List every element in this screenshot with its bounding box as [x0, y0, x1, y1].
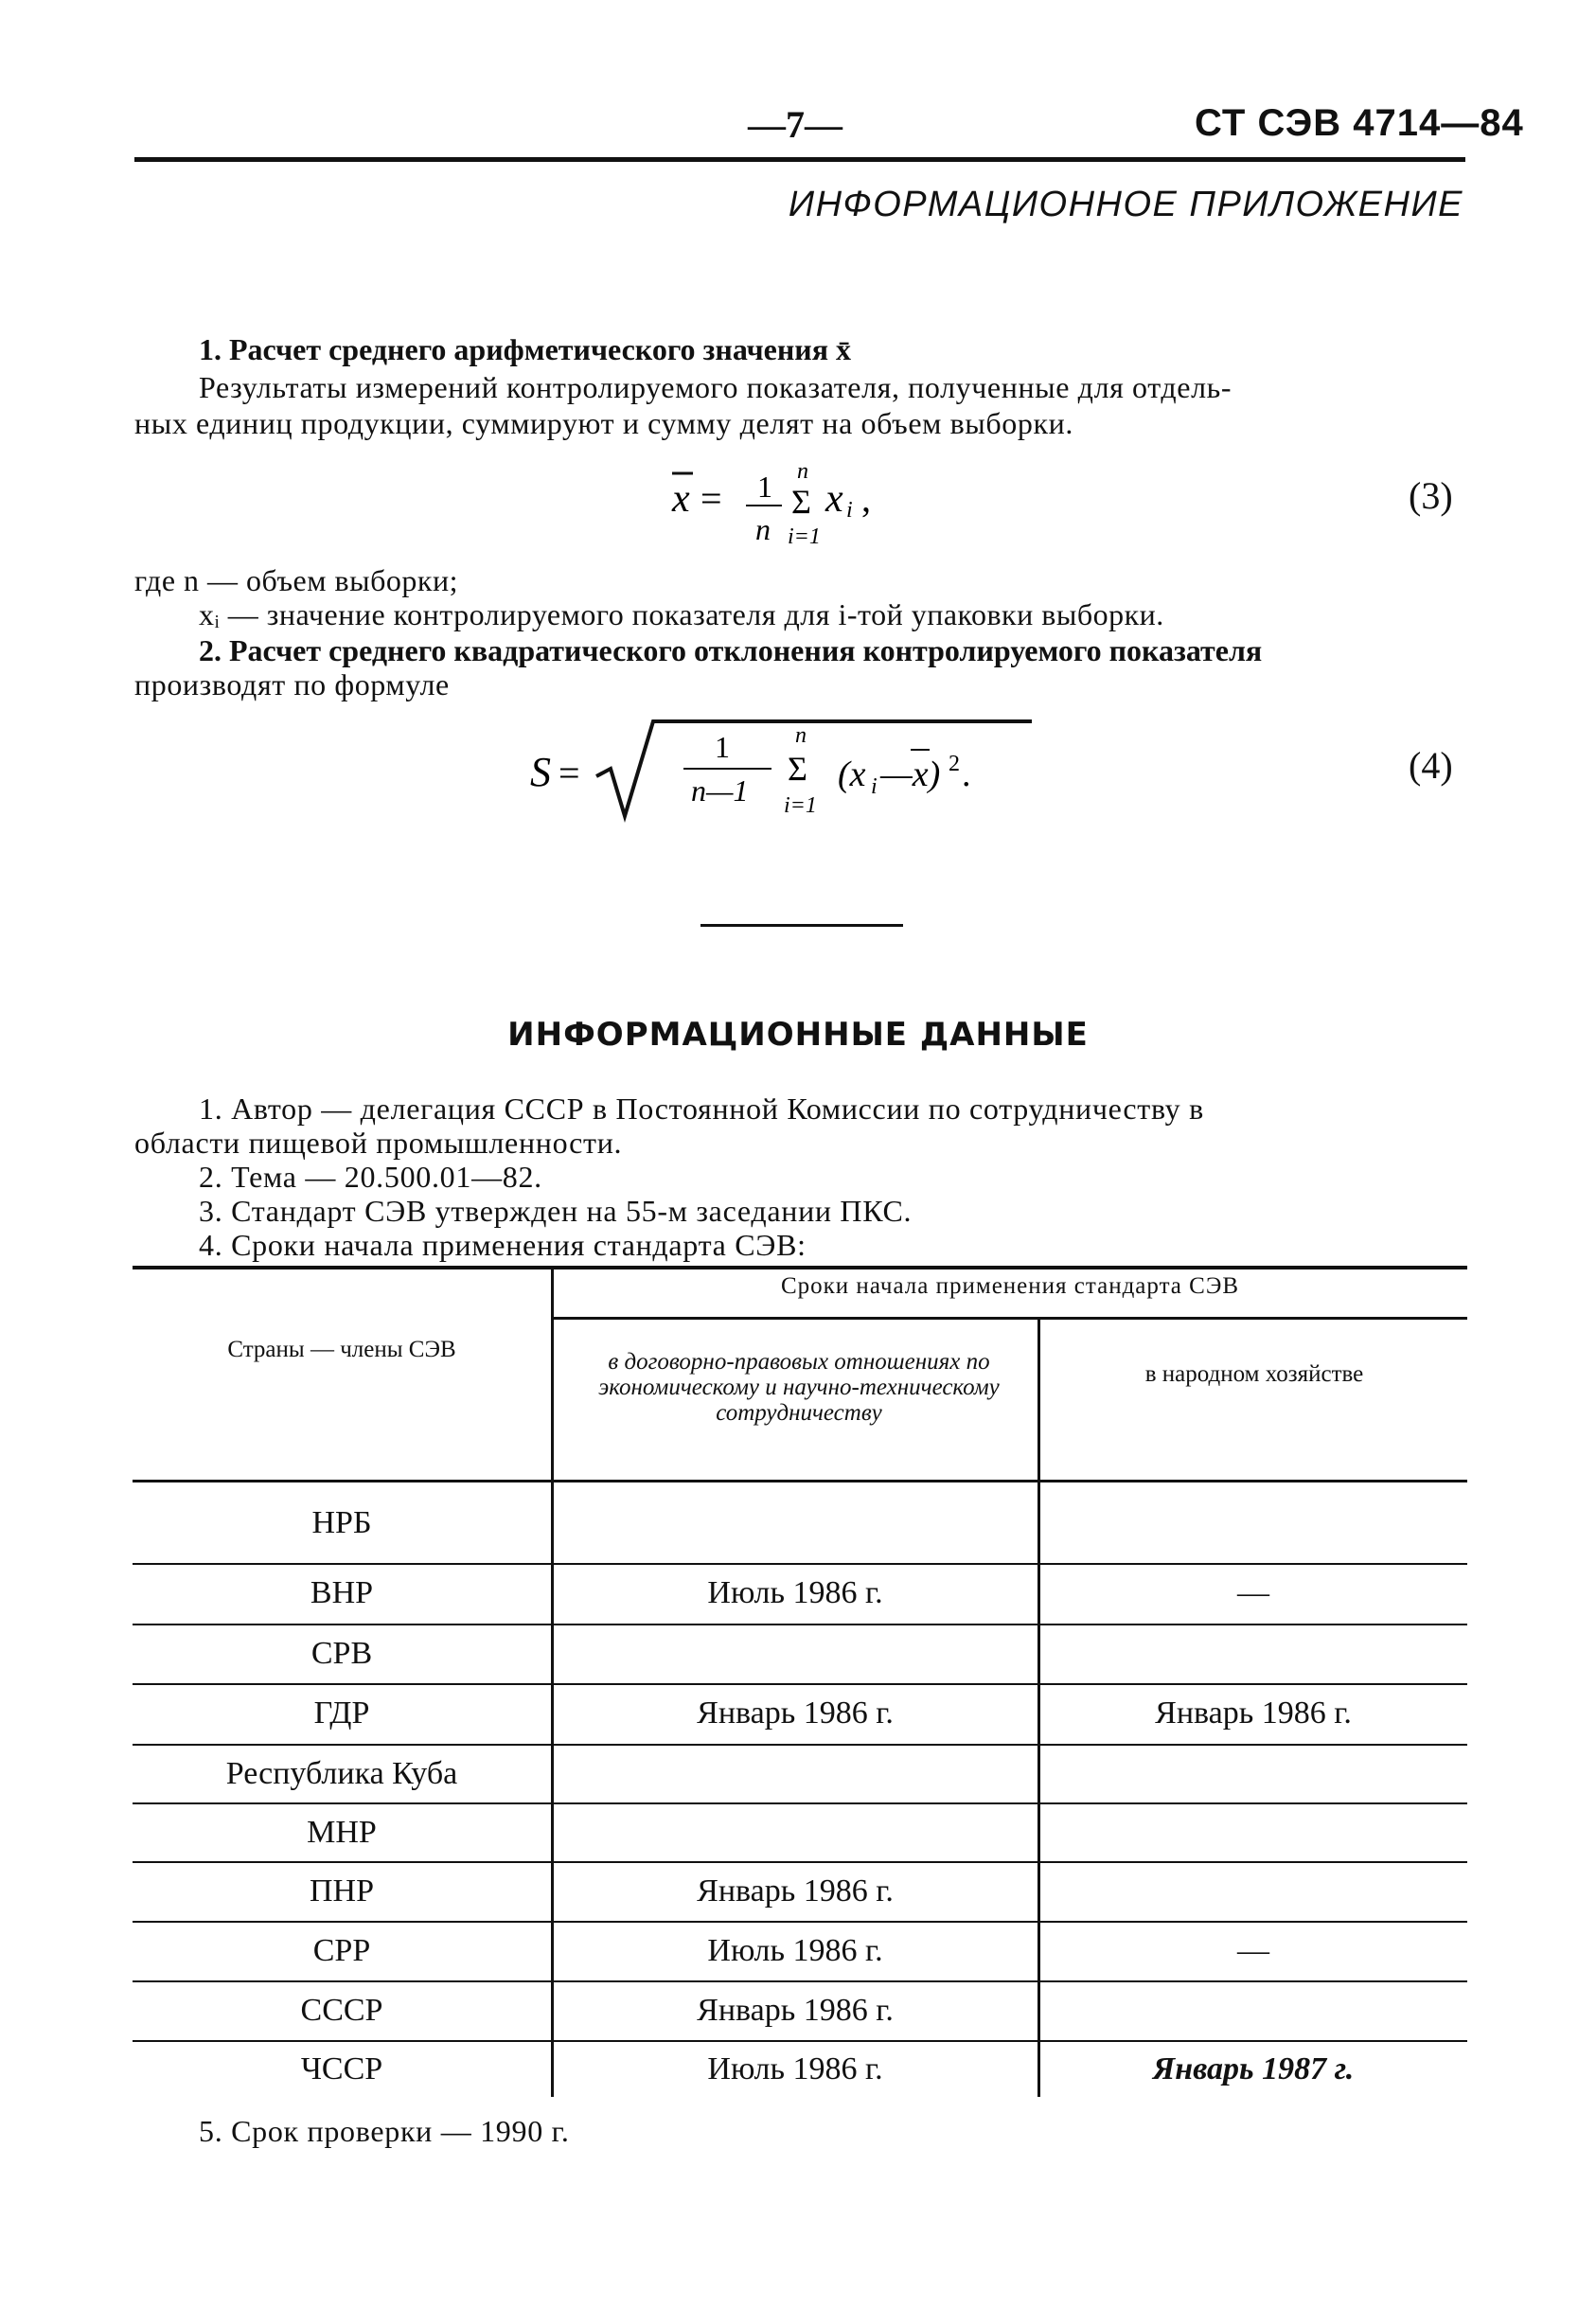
section1-text-line1: Результаты измерений контролируемого показателя, полученные для отдель- — [199, 370, 1232, 404]
row-rule — [133, 1802, 1467, 1804]
info-item4: 4. Сроки начала применения стандарта СЭВ: — [199, 1228, 807, 1262]
where-n: где n — объем выборки; — [134, 563, 458, 597]
economy-cell: Январь 1986 г. — [1155, 1695, 1352, 1731]
svg-text:x: x — [672, 477, 690, 521]
row-rule — [133, 1744, 1467, 1746]
standard-code: СТ СЭВ 4714—84 — [1195, 102, 1524, 144]
svg-text:n—1: n—1 — [691, 773, 749, 808]
group-header: Сроки начала применения стандарта СЭВ — [780, 1273, 1239, 1299]
contract-cell: Июль 1986 г. — [707, 1575, 883, 1610]
row-rule — [133, 1683, 1467, 1685]
svg-text:Σ: Σ — [791, 483, 811, 521]
info-title: ИНФОРМАЦИОННЫЕ ДАННЫЕ — [507, 1016, 1089, 1054]
header-bottom-rule — [133, 1480, 1467, 1482]
economy-cell: Январь 1987 г. — [1152, 2051, 1355, 2086]
formula-mean — [653, 445, 937, 549]
col-header-economy: в народном хозяйстве — [1144, 1361, 1364, 1387]
contract-cell: Июль 1986 г. — [707, 2051, 883, 2086]
section-separator — [700, 924, 903, 927]
where-xi: xᵢ — значение контролируемого показателя для i-той упаковки выборки. — [199, 597, 1164, 631]
svg-text:n: n — [755, 512, 771, 546]
section1-text-line2: ных единиц продукции, суммируют и сумму делят на объем выборки. — [134, 406, 1073, 440]
formula3-number: (3) — [1409, 474, 1453, 517]
formula-stddev — [521, 710, 1051, 833]
country-cell: ГДР — [313, 1695, 370, 1731]
group-header-rule — [553, 1317, 1467, 1320]
row-rule — [133, 1563, 1467, 1565]
info-item2: 2. Тема — 20.500.01—82. — [199, 1160, 542, 1194]
svg-text:1: 1 — [715, 730, 730, 764]
formula4-number: (4) — [1409, 744, 1453, 787]
col-header-countries: Страны — члены СЭВ — [227, 1337, 456, 1362]
header-rule — [134, 157, 1465, 162]
info-item3: 3. Стандарт СЭВ утвержден на 55-м заседании ПКС. — [199, 1194, 913, 1228]
row-rule — [133, 2040, 1467, 2042]
country-cell: ЧССР — [300, 2051, 383, 2086]
svg-text:=: = — [559, 752, 580, 794]
row-rule — [133, 1624, 1467, 1625]
svg-text:,: , — [861, 477, 871, 520]
info-item5: 5. Срок проверки — 1990 г. — [199, 2114, 570, 2148]
section1-heading: 1. Расчет среднего арифметического значения x̄ — [199, 332, 851, 366]
contract-cell: Январь 1986 г. — [697, 1993, 894, 2028]
contract-cell: Январь 1986 г. — [697, 1695, 894, 1731]
row-rule — [133, 1921, 1467, 1923]
svg-text:Σ: Σ — [788, 750, 807, 788]
appendix-title: ИНФОРМАЦИОННОЕ ПРИЛОЖЕНИЕ — [788, 185, 1463, 224]
contract-cell: Июль 1986 г. — [707, 1933, 883, 1968]
svg-text:x: x — [825, 477, 843, 521]
svg-text:S: S — [530, 749, 551, 795]
section2-text: производят по формуле — [134, 667, 450, 701]
country-cell: СРР — [312, 1933, 371, 1968]
table-top-rule — [133, 1266, 1467, 1269]
contract-cell: Январь 1986 г. — [697, 1873, 894, 1909]
country-cell: СРВ — [310, 1636, 373, 1671]
svg-text:(x: (x — [838, 755, 866, 794]
svg-text:i: i — [871, 774, 878, 799]
country-cell: Республика Куба — [225, 1756, 458, 1791]
svg-text:n: n — [797, 459, 808, 484]
section2-heading: 2. Расчет среднего квадратического отклонения контролируемого показателя — [199, 633, 1263, 667]
country-cell: МНР — [307, 1815, 377, 1850]
country-cell: ПНР — [309, 1873, 375, 1909]
country-cell: СССР — [300, 1993, 383, 2028]
col-header-contract: в договорно-правовых отношениях по экономическому и научно-техническому сотрудничеству — [598, 1349, 1000, 1426]
economy-cell: — — [1237, 1933, 1269, 1968]
svg-text:—x): —x) — [880, 755, 941, 794]
svg-text:1: 1 — [757, 470, 772, 504]
svg-text:n: n — [795, 723, 807, 748]
row-rule — [133, 1861, 1467, 1863]
economy-cell: — — [1237, 1575, 1269, 1610]
info-item1-line2: области пищевой промышленности. — [134, 1126, 623, 1160]
svg-text:=: = — [700, 477, 722, 520]
svg-text:i=1: i=1 — [788, 524, 821, 549]
country-cell: НРБ — [311, 1505, 372, 1540]
page-number: —7— — [748, 103, 842, 146]
svg-text:2: 2 — [949, 752, 960, 776]
country-cell: ВНР — [310, 1575, 374, 1610]
svg-text:i=1: i=1 — [784, 793, 817, 818]
info-item1-line1: 1. Автор — делегация СССР в Постоянной Комиссии по сотрудничеству в — [199, 1092, 1204, 1126]
row-rule — [133, 1980, 1467, 1982]
svg-text:i: i — [846, 498, 853, 523]
svg-text:.: . — [962, 755, 971, 794]
